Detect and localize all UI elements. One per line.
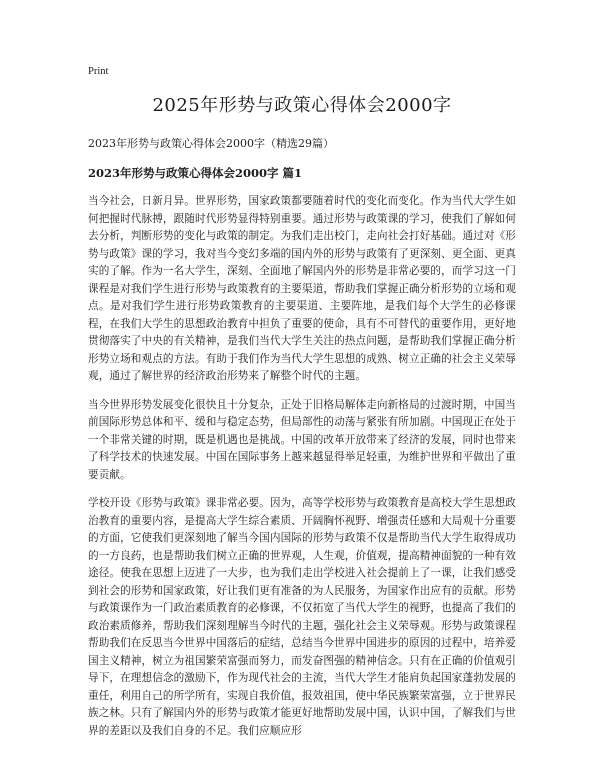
document-page: [88, 66, 516, 751]
paragraph-1: 当今社会，日新月异。世界形势，国家政策都要随着时代的变化而变化。作为当代大学生如何把握时代脉搏，跟随时代形势显得特别重要。通过形势与政策课的学习，使我们了解如何去分析，判断形势的变化与政策的制定。为我们走出校门，走向社会打好基础。通过对《形势与政策》课的学习，我对当今变幻多端的国内外的形势与政策有了更深刻、更全面、更真实的了解。作为一名大学生，深刻、全面地了解国内外的形势是非常必要的，而学习这一门课程是对我们学生进行形势与政策教育的主要渠道，帮助我们掌握正确分析形势的立场和观点。是对我们学生进行形势政策教育的主要渠道、主要阵地，是我们每个大学生的必修课程，在我们大学生的思想政治教育中担负了重要的使命，具有不可替代的重要作用，更好地贯彻落实了中央的有关精神，是我们当代大学生关注的热点问题，是帮助我们掌握正确分析形势立场和观点的方法。有助于我们作为当代大学生思想的成熟、树立正确的社会主义荣辱观，通过了解世界的经济政治形势来了解整个时代的主题。: [88, 195, 516, 382]
section-heading: 2023年形势与政策心得体会2000字 篇1: [88, 166, 303, 180]
paragraph-3: 学校开设《形势与政策》课非常必要。因为，高等学校形势与政策教育是高校大学生思想政治教育的重要内容，是提高大学生综合素质、开阔胸怀视野、增强责任感和大局观十分重要的方面，它使我们更深刻地了解当今国内国际的形势与政策不仅是帮助当代大学生取得成功的一方良药，也是帮助我们树立正确的世界观，人生观，价值观，提高精神面貌的一种有效途径。使我在思想上迈进了一大步，也为我们走出学校进入社会提前上了一课，让我们感受到社会的形势和国家政策，好让我们更有准备的为人民服务，为国家作出应有的贡献。形势与政策课作为一门政治素质教育的必修课，不仅拓宽了当代大学生的视野，也提高了我们的政治素质修养，帮助我们深刻理解当今时代的主题，强化社会主义荣辱观。形势与政策课程帮助我们在反思当今世界中国落后的症结，总结当今世界中国进步的原因的过程中，培养爱国主义精神，树立为祖国繁荣富强而努力，而发奋图强的精神信念。只有在正确的价值观引导下，在理想信念的激励下，作为现代社会的主流，当代大学生才能肩负起国家蓬勃发展的重任，利用自己的所学所有，实现自我价值，报效祖国，使中华民族繁荣富强，立于世界民族之林。只有了解国内外的形势与政策才能更好地帮助发展中国，认识中国，了解我们与世界的差距以及我们自身的不足。我们应顺应形: [88, 497, 516, 737]
print-label[interactable]: Print: [88, 66, 109, 77]
paragraph-2: 当今世界形势发展变化很快且十分复杂，正处于旧格局解体走向新格局的过渡时期，中国当前国际形势总体和平、缓和与稳定态势，但局部性的动荡与紧张有所加剧。中国现正在处于一个非常关键的时期，既是机遇也是挑战。中国的改革开放带来了经济的发展，同时也带来了科学技术的快速发展。中国在国际事务上越来越显得举足轻重，为维护世界和平做出了重要贡献。: [88, 398, 516, 481]
document-subtitle: 2023年形势与政策心得体会2000字（精选29篇）: [88, 137, 334, 150]
document-title: 2025年形势与政策心得体会2000字: [152, 95, 452, 116]
